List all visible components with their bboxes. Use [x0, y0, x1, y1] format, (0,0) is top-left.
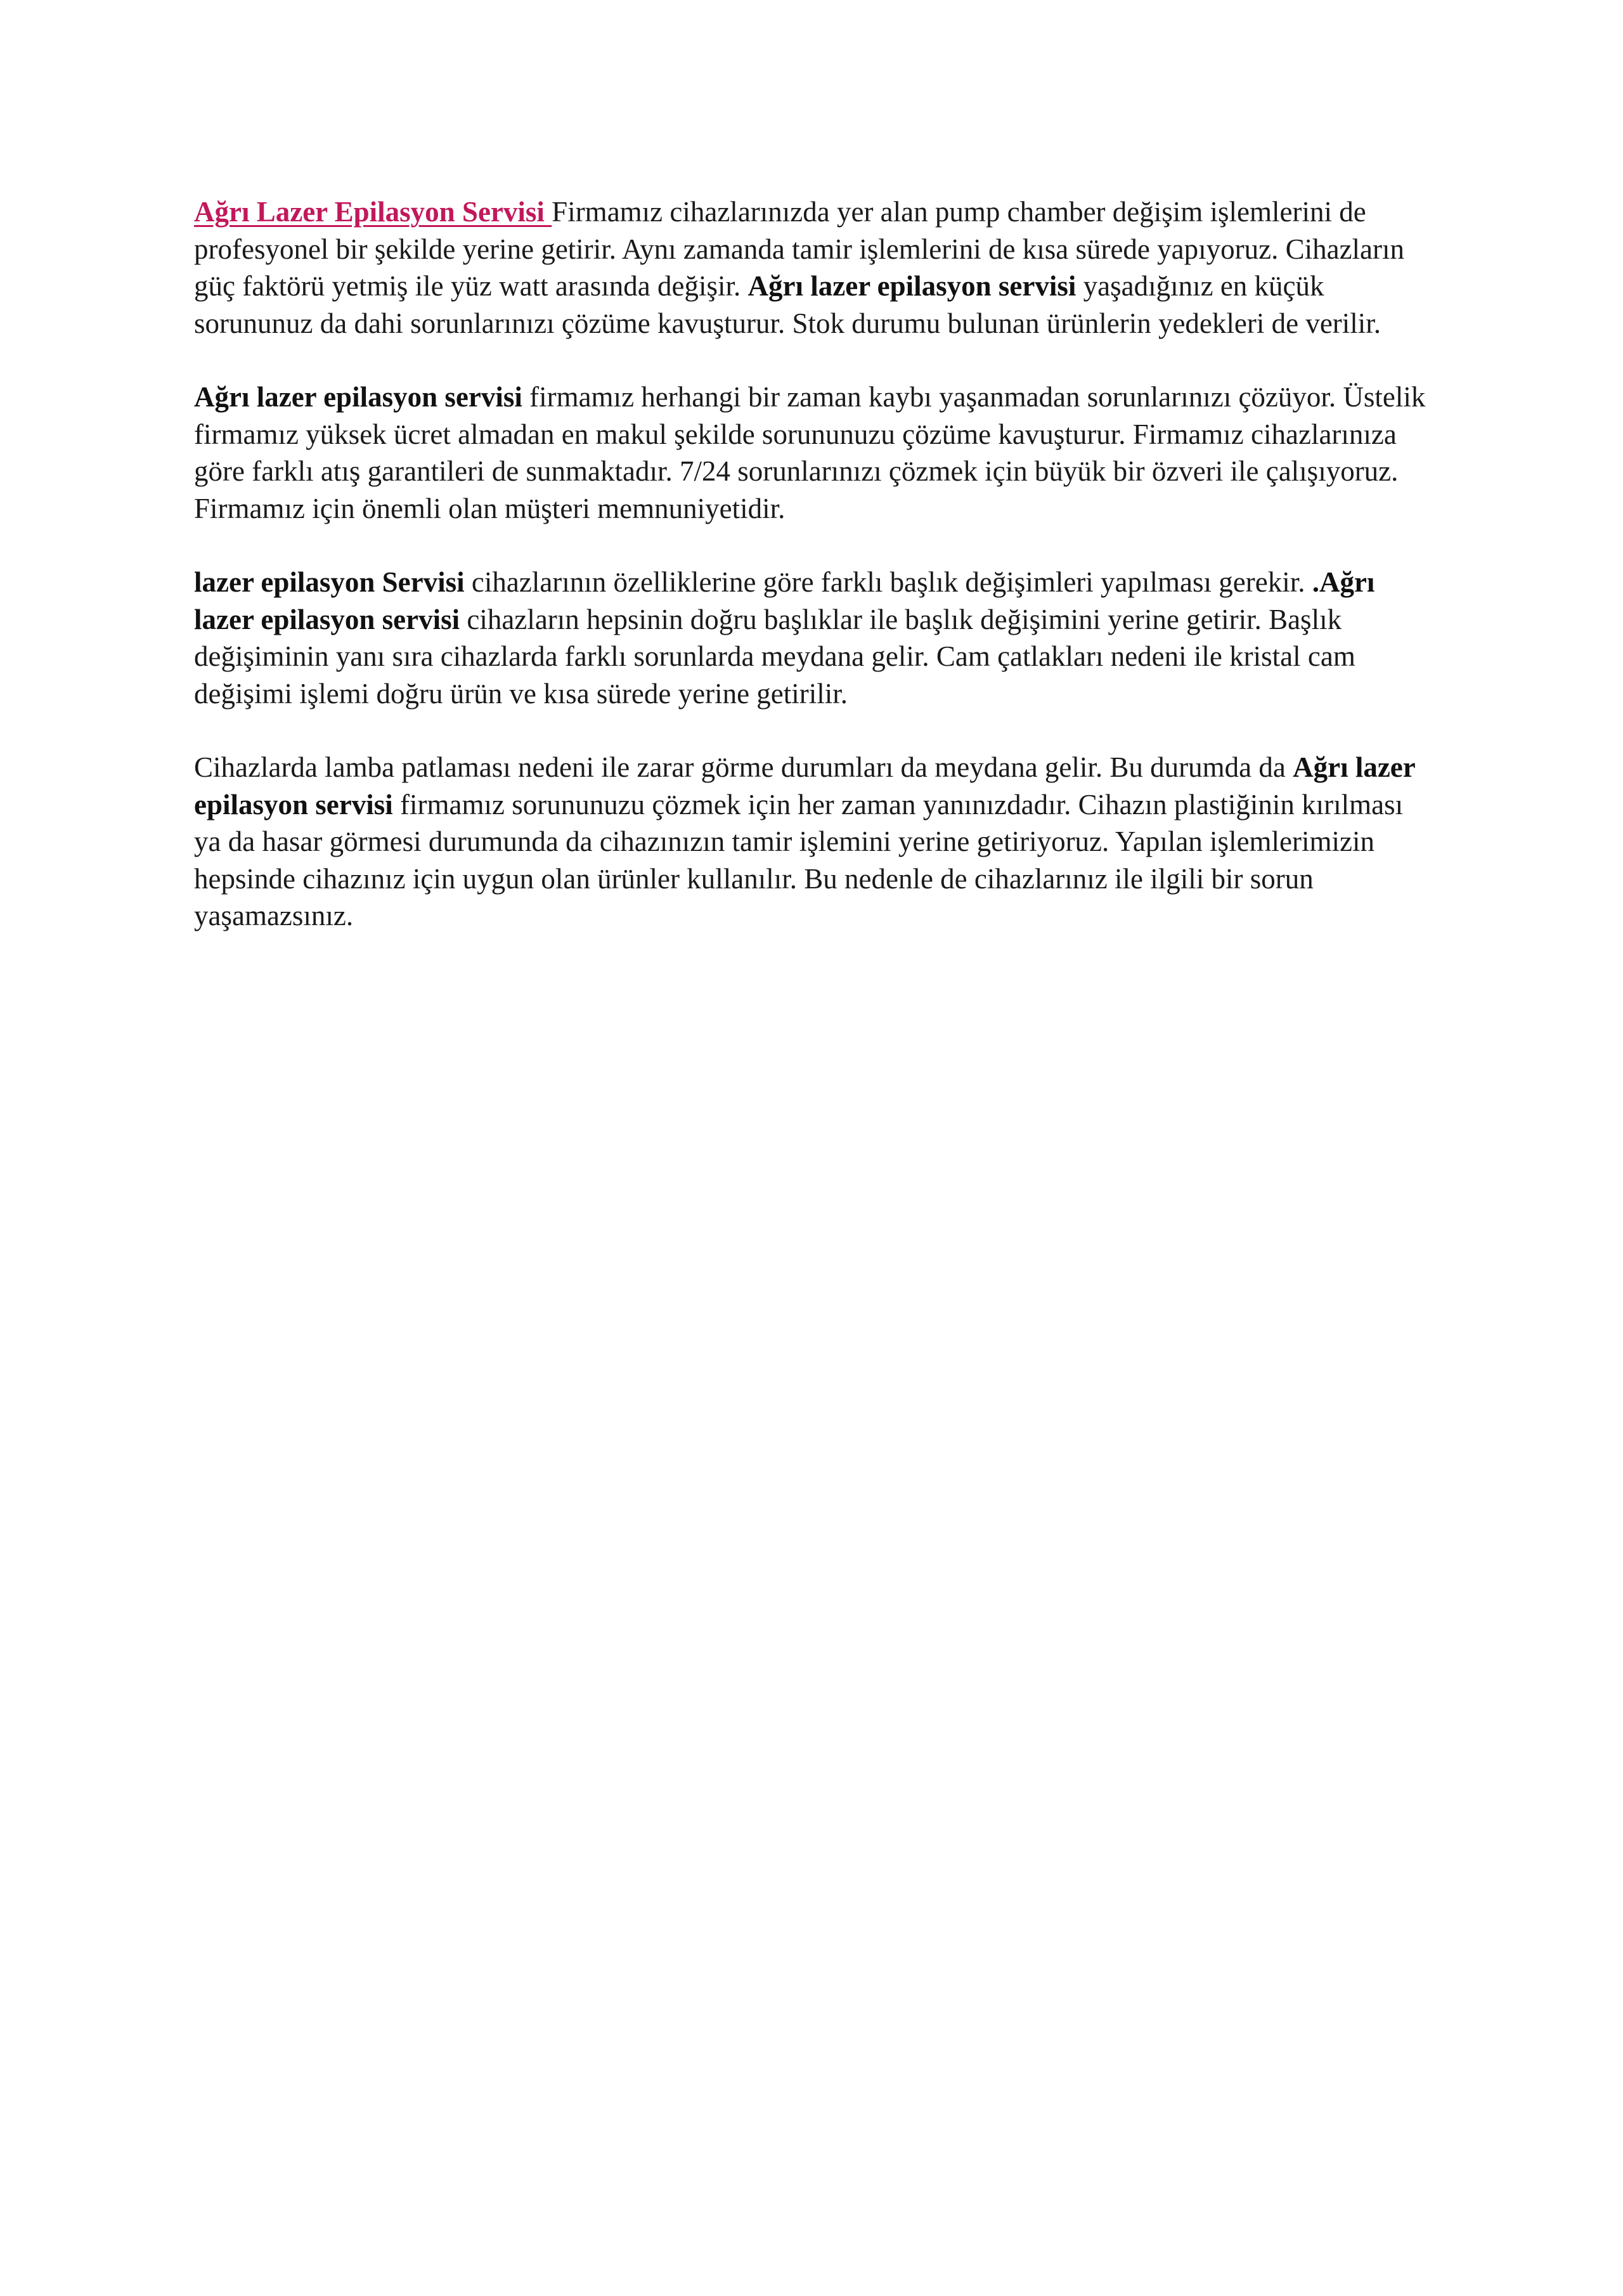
paragraph-1 [194, 193, 1437, 342]
paragraph-4-text-1: Cihazlarda lamba patlaması nedeni ile zarar görme durumları da meydana gelir. Bu durumda da [194, 751, 1293, 783]
paragraph-2 [194, 379, 1437, 527]
paragraph-3 [194, 564, 1437, 712]
service-link[interactable]: Ağrı Lazer Epilasyon Servisi [194, 196, 552, 228]
paragraph-4-text-2: firmamız sorununuzu çözmek için her zaman yanınızdadır. Cihazın plastiğinin kırılması ya da hasar görmesi durumunda da cihazınızın tamir işlemini yerine getiriyoruz. Yapılan işlemlerimizin hepsinde cihazınız için uygun olan ürünler kullanılır. Bu nedenle de cihazlarınız ile ilgili bir sorun yaşamazsınız. [194, 788, 1404, 931]
paragraph-3-text-1: cihazlarının özelliklerine göre farklı başlık değişimleri yapılması gerekir. [464, 566, 1312, 598]
paragraph-3-text-2: cihazların hepsinin doğru başlıklar ile başlık değişimini yerine getirir. Başlık değişiminin yanı sıra cihazlarda farklı sorunlarda meydana gelir. Cam çatlakları nedeni ile kristal cam değişimi işlemi doğru ürün ve kısa sürede yerine getirilir. [194, 603, 1355, 710]
paragraph-1-text-1: Firmamız cihazlarınızda yer alan pump chamber değişim işlemlerini de profesyonel bir şekilde yerine getirir. Aynı zamanda tamir işlemlerini de kısa sürede yapıyoruz. Cihazların güç faktörü yetmiş ile yüz watt arasında değişir. [194, 196, 1405, 302]
paragraph-4-bold-1: Ağrı lazer epilasyon servisi [194, 751, 1415, 820]
paragraph-1-bold-1: Ağrı lazer epilasyon servisi [747, 270, 1077, 302]
paragraph-3-bold-2: .Ağrı lazer epilasyon servisi [194, 566, 1375, 635]
paragraph-2-bold-1: Ağrı lazer epilasyon servisi [194, 381, 522, 413]
document-body [194, 193, 1437, 971]
paragraph-2-text-1: firmamız herhangi bir zaman kaybı yaşanmadan sorunlarınızı çözüyor. Üstelik firmamız yüksek ücret almadan en makul şekilde sorununuzu çözüme kavuşturur. Firmamız cihazlarınıza göre farklı atış garantileri de sunmaktadır. 7/24 sorunlarınızı çözmek için büyük bir özveri ile çalışıyoruz. Firmamız için önemli olan müşteri memnuniyetidir. [194, 381, 1426, 524]
paragraph-4 [194, 749, 1437, 935]
paragraph-1-text-2: yaşadığınız en küçük sorununuz da dahi sorunlarınızı çözüme kavuşturur. Stok durumu bulunan ürünlerin yedekleri de verilir. [194, 270, 1381, 339]
paragraph-3-bold-1: lazer epilasyon Servisi [194, 566, 465, 598]
